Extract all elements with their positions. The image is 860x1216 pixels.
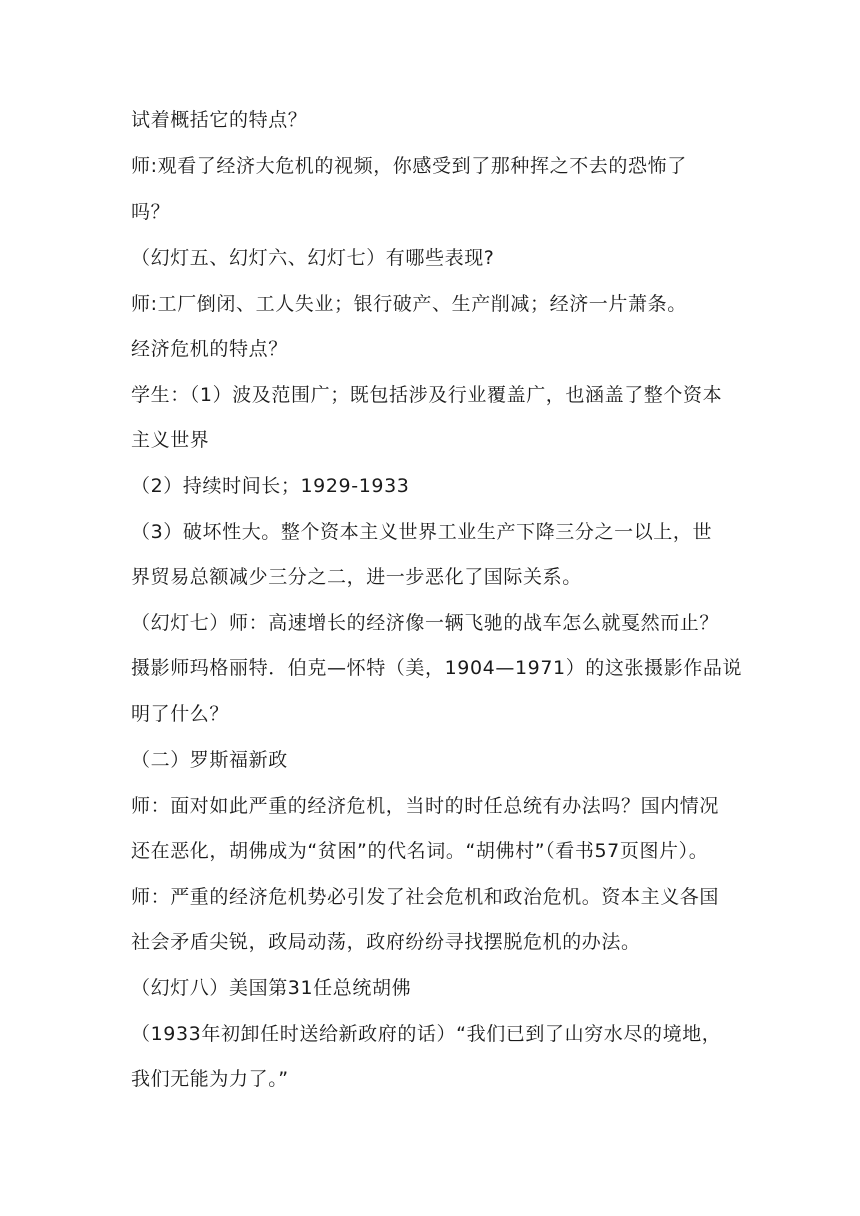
text-line-22: 我们无能为力了。” xyxy=(131,1068,289,1090)
text-line-15: （二）罗斯福新政 xyxy=(131,749,288,771)
text-line-7: 学生：（1）波及范围广；既包括涉及行业覆盖广，也涵盖了整个资本 xyxy=(131,384,723,406)
text-line-21: （1933年初卸任时送给新政府的话）“我们已到了山穷水尽的境地， xyxy=(131,1023,722,1045)
document-body xyxy=(131,108,743,1091)
text-line-5: 师:工厂倒闭、工人失业；银行破产、生产削减；经济一片萧条。 xyxy=(131,293,687,315)
text-line-19: 社会矛盾尖锐，政局动荡，政府纷纷寻找摆脱危机的办法。 xyxy=(131,931,641,953)
text-line-2: 师:观看了经济大危机的视频，你感受到了那种挥之不去的恐怖了 xyxy=(131,155,687,177)
text-line-14: 明了什么？ xyxy=(131,703,230,725)
text-line-3: 吗？ xyxy=(131,201,171,223)
text-line-17: 还在恶化，胡佛成为“贫困”的代名词。“胡佛村”（看书57页图片）。 xyxy=(131,840,709,862)
text-line-4: （幻灯五、幻灯六、幻灯七）有哪些表现? xyxy=(131,247,495,269)
text-line-18: 师：严重的经济危机势必引发了社会危机和政治危机。资本主义各国 xyxy=(131,886,720,908)
text-line-16: 师：面对如此严重的经济危机，当时的时任总统有办法吗？国内情况 xyxy=(131,795,720,817)
text-line-11: 界贸易总额减少三分之二，进一步恶化了国际关系。 xyxy=(131,566,582,588)
text-line-1: 试着概括它的特点？ xyxy=(131,109,308,131)
text-line-10: （3）破坏性大。整个资本主义世界工业生产下降三分之一以上，世 xyxy=(131,521,713,543)
text-line-20: （幻灯八）美国第31任总统胡佛 xyxy=(131,977,412,999)
text-line-8: 主义世界 xyxy=(131,429,210,451)
text-line-12: （幻灯七）师：高速增长的经济像一辆飞驰的战车怎么就戛然而止？ xyxy=(131,612,720,634)
text-line-13: 摄影师玛格丽特．伯克—怀特（美，1904—1971）的这张摄影作品说 xyxy=(131,657,743,679)
text-line-6: 经济危机的特点？ xyxy=(131,338,288,360)
text-line-9: （2）持续时间长；1929-1933 xyxy=(131,475,410,497)
